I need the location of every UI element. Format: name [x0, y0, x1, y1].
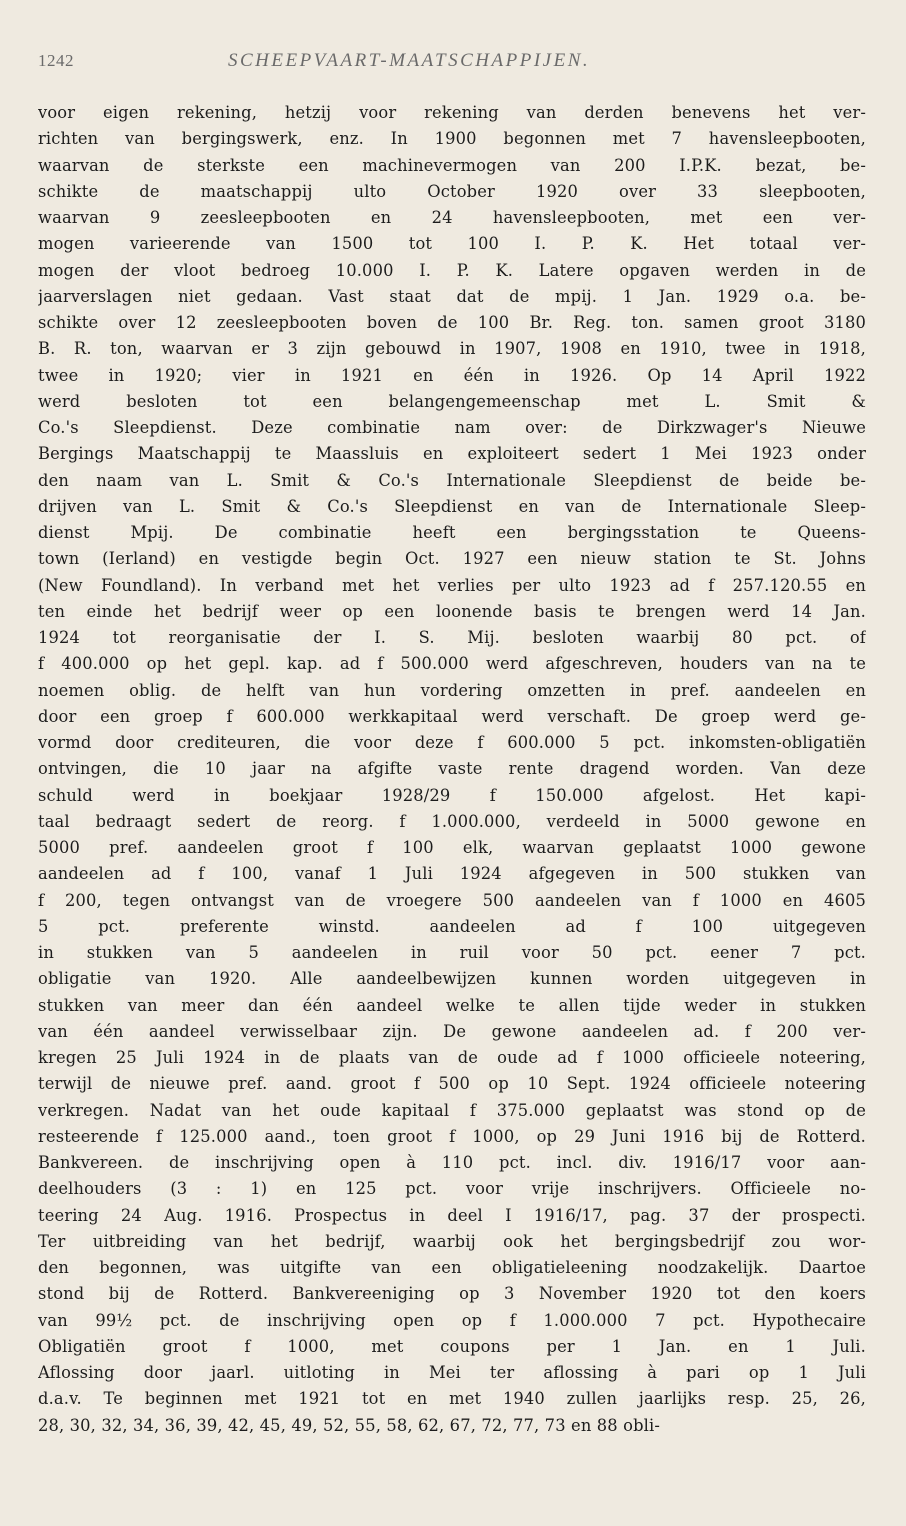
text-line: d.a.v. Te beginnen met 1921 tot en met 1940 zullen jaarlijks resp. 25, 26, [38, 1389, 866, 1409]
text-line: waarvan 9 zeesleepbooten en 24 havensleepbooten, met een ver- [38, 208, 866, 227]
running-title: SCHEEPVAART-MAATSCHAPPIJEN. [228, 50, 591, 71]
text-line: werd besloten tot een belangengemeenschap met L. Smit & [38, 391, 866, 411]
text-line: Obligatiën groot f 1000, met coupons per 1 Jan. en 1 Juli. [38, 1336, 866, 1356]
text-line: door een groep f 600.000 werkkapitaal werd verschaft. De groep werd ge- [38, 706, 866, 726]
text-line: B. R. ton, waarvan er 3 zijn gebouwd in 1907, 1908 en 1910, twee in 1918, [38, 339, 866, 359]
text-line: teering 24 Aug. 1916. Prospectus in deel I 1916/17, pag. 37 der prospecti. [38, 1205, 866, 1225]
text-line: drijven van L. Smit & Co.'s Sleepdienst en van de Internationale Sleep- [38, 496, 866, 516]
text-line: obligatie van 1920. Alle aandeelbewijzen kunnen worden uitgegeven in [38, 969, 866, 989]
text-line: voor eigen rekening, hetzij voor rekening van derden benevens het ver- [38, 103, 866, 122]
text-line: schuld werd in boekjaar 1928/29 f 150.000 afgelost. Het kapi- [38, 785, 866, 805]
text-line: schikte over 12 zeesleepbooten boven de 100 Br. Reg. ton. samen groot 3180 [38, 313, 866, 332]
text-line: stond bij de Rotterd. Bankvereeniging op 3 November 1920 tot den koers [38, 1284, 866, 1304]
text-line: verkregen. Nadat van het oude kapitaal f 375.000 geplaatst was stond op de [38, 1100, 866, 1120]
text-line: ten einde het bedrijf weer op een loonende basis te brengen werd 14 Jan. [38, 601, 866, 621]
page-number: 1242 [38, 51, 74, 70]
text-line: stukken van meer dan één aandeel welke te allen tijde weder in stukken [38, 995, 866, 1015]
text-line: den begonnen, was uitgifte van een obligatieleening noodzakelijk. Daartoe [38, 1258, 866, 1277]
body-text [38, 100, 866, 1439]
text-line: terwijl de nieuwe pref. aand. groot f 500 op 10 Sept. 1924 officieele noteering [38, 1074, 866, 1094]
text-line: dienst Mpij. De combinatie heeft een bergingsstation te Queens- [38, 523, 866, 542]
text-line: jaarverslagen niet gedaan. Vast staat dat de mpij. 1 Jan. 1929 o.a. be- [38, 286, 866, 306]
text-line: schikte de maatschappij ulto October 1920 over 33 sleepbooten, [38, 181, 866, 201]
page-header [38, 50, 866, 90]
text-line: kregen 25 Juli 1924 in de plaats van de oude ad f 1000 officieele noteering, [38, 1048, 866, 1067]
text-line: aandeelen ad f 100, vanaf 1 Juli 1924 afgegeven in 500 stukken van [38, 864, 866, 884]
text-line: richten van bergingswerk, enz. In 1900 begonnen met 7 havensleepbooten, [38, 129, 866, 149]
text-line: mogen varieerende van 1500 tot 100 I. P. K. Het totaal ver- [38, 234, 866, 254]
text-line: town (Ierland) en vestigde begin Oct. 1927 een nieuw station te St. Johns [38, 549, 866, 569]
text-line: Ter uitbreiding van het bedrijf, waarbij ook het bergingsbedrijf zou wor- [38, 1231, 866, 1251]
text-line: twee in 1920; vier in 1921 en één in 1926. Op 14 April 1922 [38, 365, 866, 385]
text-line: waarvan de sterkste een machinevermogen van 200 I.P.K. bezat, be- [38, 155, 866, 175]
text-line: 1924 tot reorganisatie der I. S. Mij. besloten waarbij 80 pct. of [38, 628, 866, 647]
text-line: mogen der vloot bedroeg 10.000 I. P. K. Latere opgaven werden in de [38, 260, 866, 280]
text-line: ontvingen, die 10 jaar na afgifte vaste rente dragend worden. Van deze [38, 759, 866, 779]
text-line: Co.'s Sleepdienst. Deze combinatie nam over: de Dirkzwager's Nieuwe [38, 418, 866, 437]
text-line: 5000 pref. aandeelen groot f 100 elk, waarvan geplaatst 1000 gewone [38, 838, 866, 857]
text-line: in stukken van 5 aandeelen in ruil voor 50 pct. eener 7 pct. [38, 943, 866, 962]
text-line: den naam van L. Smit & Co.'s Internationale Sleepdienst de beide be- [38, 470, 866, 490]
text-line: van één aandeel verwisselbaar zijn. De gewone aandeelen ad. f 200 ver- [38, 1021, 866, 1041]
text-line: 28, 30, 32, 34, 36, 39, 42, 45, 49, 52, 55, 58, 62, 67, 72, 77, 73 en 88 obli- [38, 1415, 661, 1435]
text-line: resteerende f 125.000 aand., toen groot f 1000, op 29 Juni 1916 bij de Rotterd. [38, 1126, 866, 1146]
text-line: f 200, tegen ontvangst van de vroegere 500 aandeelen van f 1000 en 4605 [38, 890, 866, 910]
text-line: Bergings Maatschappij te Maassluis en exploiteert sedert 1 Mei 1923 onder [38, 444, 866, 464]
text-line: 5 pct. preferente winstd. aandeelen ad f 100 uitgegeven [38, 916, 866, 936]
text-line: vormd door crediteuren, die voor deze f 600.000 5 pct. inkomsten-obligatiën [38, 733, 866, 752]
text-line: Bankvereen. de inschrijving open à 110 pct. incl. div. 1916/17 voor aan- [38, 1153, 866, 1172]
text-line: deelhouders (3 : 1) en 125 pct. voor vrije inschrijvers. Officieele no- [38, 1179, 866, 1199]
text-line: Aflossing door jaarl. uitloting in Mei ter aflossing à pari op 1 Juli [38, 1363, 866, 1382]
text-line: (New Foundland). In verband met het verlies per ulto 1923 ad f 257.120.55 en [38, 575, 866, 595]
text-line: van 99½ pct. de inschrijving open op f 1.000.000 7 pct. Hypothecaire [38, 1310, 866, 1330]
text-line: f 400.000 op het gepl. kap. ad f 500.000 werd afgeschreven, houders van na te [38, 654, 866, 674]
text-line: taal bedraagt sedert de reorg. f 1.000.000, verdeeld in 5000 gewone en [38, 811, 866, 831]
text-line: noemen oblig. de helft van hun vordering omzetten in pref. aandeelen en [38, 680, 866, 700]
